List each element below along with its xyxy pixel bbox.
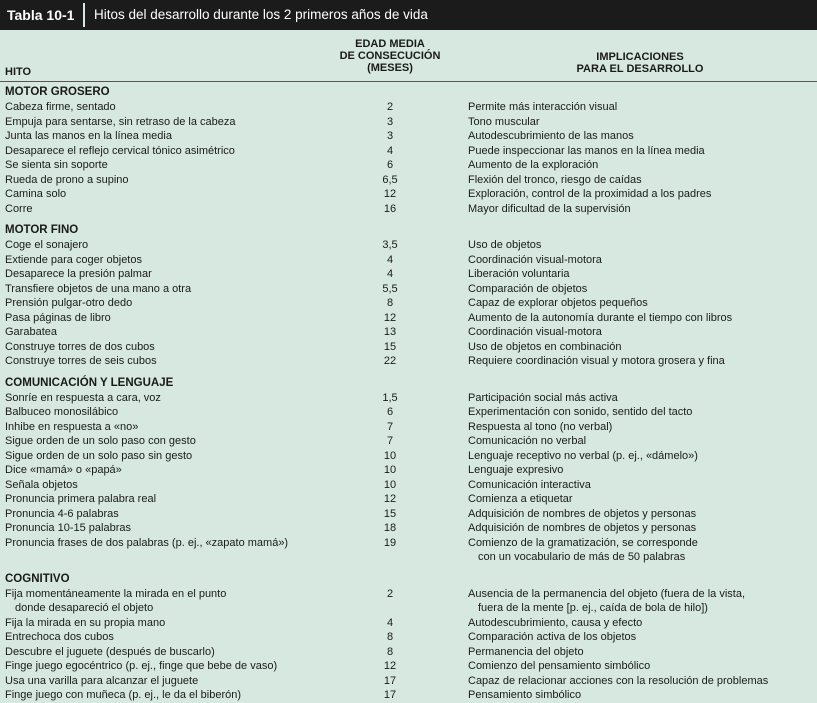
table-row <box>0 282 817 297</box>
age-cell: 2 <box>386 101 394 113</box>
section-heading <box>0 222 817 238</box>
milestone-cell: Construye torres de dos cubos <box>5 340 155 353</box>
milestone-cell: Coge el sonajero <box>5 239 89 251</box>
age-cell: 16 <box>383 202 397 215</box>
milestone-cell: Empuja para sentarse, sin retraso de la cabeza <box>5 115 236 128</box>
table-row <box>0 601 817 616</box>
age-cell: 7 <box>386 420 394 433</box>
milestone-cell: Cabeza firme, sentado <box>5 101 116 113</box>
implication-cell: Autodescubrimiento de las manos <box>468 130 634 142</box>
table-row <box>0 507 817 522</box>
column-header-implicaciones-line: IMPLICACIONES <box>596 51 684 63</box>
milestone-cell: Construye torres de seis cubos <box>5 355 157 367</box>
age-cell: 19 <box>383 536 397 549</box>
column-header-implicaciones-line: PARA EL DESARROLLO <box>576 63 704 75</box>
implication-cell: Uso de objetos en combinación <box>468 340 622 353</box>
column-header-hito: HITO <box>5 66 32 78</box>
table-title-bar <box>0 0 817 30</box>
implication-cell: Adquisición de nombres de objetos y personas <box>468 507 697 520</box>
table-row <box>0 688 817 703</box>
table-row <box>0 449 817 464</box>
implication-cell: Pensamiento simbólico <box>468 689 582 701</box>
implication-cell: Ausencia de la permanencia del objeto (fuera de la vista, <box>468 587 746 600</box>
column-header-edad-line: (MESES) <box>367 62 413 74</box>
milestone-cell: Garabatea <box>5 326 57 338</box>
section-heading <box>0 375 817 391</box>
implication-cell: Aumento de la exploración <box>468 159 599 171</box>
implication-cell: Lenguaje expresivo <box>468 464 564 476</box>
title-divider <box>83 3 85 27</box>
milestone-cell: Prensión pulgar-otro dedo <box>5 297 133 309</box>
implication-cell: Permanencia del objeto <box>468 645 584 658</box>
table-row <box>0 340 817 355</box>
implication-cell: Aumento de la autonomía durante el tiempo con libros <box>468 311 733 324</box>
milestone-cell: Transfiere objetos de una mano a otra <box>5 282 192 295</box>
table-row <box>0 238 817 253</box>
table-row <box>0 158 817 173</box>
table-row <box>0 296 817 311</box>
header-rule <box>0 81 817 82</box>
implication-cell: Liberación voluntaria <box>468 268 570 280</box>
milestone-cell: Se sienta sin soporte <box>5 159 108 171</box>
age-cell: 12 <box>383 311 397 324</box>
age-cell: 17 <box>383 689 397 701</box>
section-heading-label: COGNITIVO <box>5 572 70 585</box>
age-cell: 3 <box>386 115 394 128</box>
table-row <box>0 550 817 565</box>
milestone-cell: Fija momentáneamente la mirada en el punto <box>5 587 227 600</box>
milestone-cell: Pasa páginas de libro <box>5 311 111 324</box>
implication-cell: Tono muscular <box>468 115 540 128</box>
table-row <box>0 645 817 660</box>
implication-cell: Comparación activa de los objetos <box>468 631 637 643</box>
section-heading-label: COMUNICACIÓN Y LENGUAJE <box>5 376 174 389</box>
milestone-cell: Corre <box>5 202 33 215</box>
table-row <box>0 420 817 435</box>
age-cell: 8 <box>386 297 394 309</box>
table-row <box>0 463 817 478</box>
milestone-cell: Sigue orden de un solo paso sin gesto <box>5 449 193 462</box>
age-cell: 1,5 <box>382 391 398 404</box>
implication-cell: Capaz de explorar objetos pequeños <box>468 297 648 309</box>
milestone-cell: Finge juego egocéntrico (p. ej., finge que bebe de vaso) <box>5 660 278 672</box>
milestone-cell: Entrechoca dos cubos <box>5 631 114 643</box>
age-cell: 12 <box>383 660 397 672</box>
table-row <box>0 521 817 536</box>
milestone-cell: Dice «mamá» o «papá» <box>5 464 122 476</box>
table-row <box>0 536 817 551</box>
implication-cell: Coordinación visual-motora <box>468 253 602 266</box>
age-cell: 4 <box>386 253 394 266</box>
table-row <box>0 616 817 631</box>
milestone-cell: Señala objetos <box>5 478 78 491</box>
implication-cell: Experimentación con sonido, sentido del tacto <box>468 406 693 418</box>
implication-cell: Comparación de objetos <box>468 282 588 295</box>
age-cell: 10 <box>383 449 397 462</box>
implication-cell: Requiere coordinación visual y motora grosera y fina <box>468 355 725 367</box>
milestone-cell: Descubre el juguete (después de buscarlo) <box>5 645 215 658</box>
section-heading <box>0 571 817 587</box>
table-number: Tabla 10-1 <box>7 7 75 23</box>
age-cell: 7 <box>386 435 394 447</box>
implication-cell: Comienzo de la gramatización, se corresponde <box>468 536 698 549</box>
age-cell: 12 <box>383 493 397 505</box>
milestone-cell: Pronuncia 4-6 palabras <box>5 507 119 520</box>
implication-cell: Participación social más activa <box>468 391 618 404</box>
implication-cell: Capaz de relacionar acciones con la resolución de problemas <box>468 674 769 687</box>
milestone-cell: Pronuncia primera palabra real <box>5 493 157 505</box>
age-cell: 13 <box>383 326 397 338</box>
age-cell: 17 <box>383 674 397 687</box>
table-row <box>0 434 817 449</box>
table-row <box>0 674 817 689</box>
column-header-edad <box>320 38 460 74</box>
age-cell: 10 <box>383 464 397 476</box>
milestone-cell: Inhibe en respuesta a «no» <box>5 420 139 433</box>
section-heading <box>0 84 817 100</box>
implication-cell: Adquisición de nombres de objetos y personas <box>468 522 697 534</box>
age-cell: 5,5 <box>382 282 398 295</box>
column-header-edad-line: EDAD MEDIA <box>355 38 425 50</box>
table-row <box>0 115 817 130</box>
milestone-cell: Camina solo <box>5 188 67 200</box>
age-cell: 12 <box>383 188 397 200</box>
age-cell: 3 <box>386 130 394 142</box>
implication-cell: Comienza a etiquetar <box>468 493 573 505</box>
age-cell: 3,5 <box>382 239 398 251</box>
table-row <box>0 267 817 282</box>
milestone-cell: Pronuncia frases de dos palabras (p. ej., «zapato mamá») <box>5 536 289 549</box>
milestone-cell: Finge juego con muñeca (p. ej., le da el biberón) <box>5 689 242 701</box>
age-cell: 4 <box>386 616 394 629</box>
implication-cell: Exploración, control de la proximidad a los padres <box>468 188 712 200</box>
implication-cell: Comunicación no verbal <box>468 435 587 447</box>
milestone-cell: Desaparece la presión palmar <box>5 268 152 280</box>
implication-cell: Comienzo del pensamiento simbólico <box>468 660 651 672</box>
implication-cell: fuera de la mente [p. ej., caída de bola de hilo]) <box>478 602 708 614</box>
implication-cell: Uso de objetos <box>468 239 542 251</box>
implication-cell: Coordinación visual-motora <box>468 326 602 338</box>
age-cell: 8 <box>386 645 394 658</box>
milestone-cell: Sigue orden de un solo paso con gesto <box>5 435 196 447</box>
age-cell: 8 <box>386 631 394 643</box>
milestone-cell: Usa una varilla para alcanzar el juguete <box>5 674 199 687</box>
milestone-cell: Desaparece el reflejo cervical tónico asimétrico <box>5 144 235 157</box>
age-cell: 18 <box>383 522 397 534</box>
table-row <box>0 405 817 420</box>
milestone-cell: Sonríe en respuesta a cara, voz <box>5 391 161 404</box>
age-cell: 6,5 <box>382 173 398 186</box>
column-header-implicaciones <box>540 51 740 75</box>
table-row <box>0 391 817 406</box>
milestone-cell: Pronuncia 10-15 palabras <box>5 522 131 534</box>
age-cell: 2 <box>386 587 394 600</box>
table-row <box>0 354 817 369</box>
section-heading-label: MOTOR GROSERO <box>5 86 110 98</box>
table-row <box>0 144 817 159</box>
age-cell: 22 <box>383 355 397 367</box>
age-cell: 4 <box>386 268 394 280</box>
age-cell: 15 <box>383 340 397 353</box>
table-row <box>0 202 817 217</box>
table-row <box>0 173 817 188</box>
milestone-cell: Rueda de prono a supino <box>5 173 129 186</box>
section-heading-label: MOTOR FINO <box>5 224 79 236</box>
implication-cell: Autodescubrimiento, causa y efecto <box>468 616 643 629</box>
implication-cell: con un vocabulario de más de 50 palabras <box>478 551 686 563</box>
table-row <box>0 100 817 115</box>
milestone-cell: donde desapareció el objeto <box>15 602 154 614</box>
table-row <box>0 630 817 645</box>
column-header-edad-line: DE CONSECUCIÓN <box>339 50 441 62</box>
table-row <box>0 478 817 493</box>
milestone-cell: Junta las manos en la línea media <box>5 130 172 142</box>
table-row <box>0 492 817 507</box>
implication-cell: Mayor dificultad de la supervisión <box>468 202 631 215</box>
implication-cell: Flexión del tronco, riesgo de caídas <box>468 173 642 186</box>
table-row <box>0 253 817 268</box>
milestone-cell: Fija la mirada en su propia mano <box>5 616 166 629</box>
table-row <box>0 325 817 340</box>
age-cell: 6 <box>386 406 394 418</box>
milestone-cell: Extiende para coger objetos <box>5 253 142 266</box>
table-row <box>0 587 817 602</box>
age-cell: 15 <box>383 507 397 520</box>
implication-cell: Lenguaje receptivo no verbal (p. ej., «dámelo») <box>468 449 698 462</box>
table-title: Hitos del desarrollo durante los 2 primeros años de vida <box>94 7 428 22</box>
table-row <box>0 129 817 144</box>
implication-cell: Permite más interacción visual <box>468 101 618 113</box>
implication-cell: Respuesta al tono (no verbal) <box>468 420 613 433</box>
implication-cell: Comunicación interactiva <box>468 478 591 491</box>
age-cell: 4 <box>386 144 394 157</box>
table-body <box>0 84 817 703</box>
table-row <box>0 311 817 326</box>
milestone-cell: Balbuceo monosilábico <box>5 406 119 418</box>
table-row <box>0 659 817 674</box>
table-row <box>0 187 817 202</box>
age-cell: 10 <box>383 478 397 491</box>
age-cell: 6 <box>386 159 394 171</box>
implication-cell: Puede inspeccionar las manos en la línea media <box>468 144 705 157</box>
